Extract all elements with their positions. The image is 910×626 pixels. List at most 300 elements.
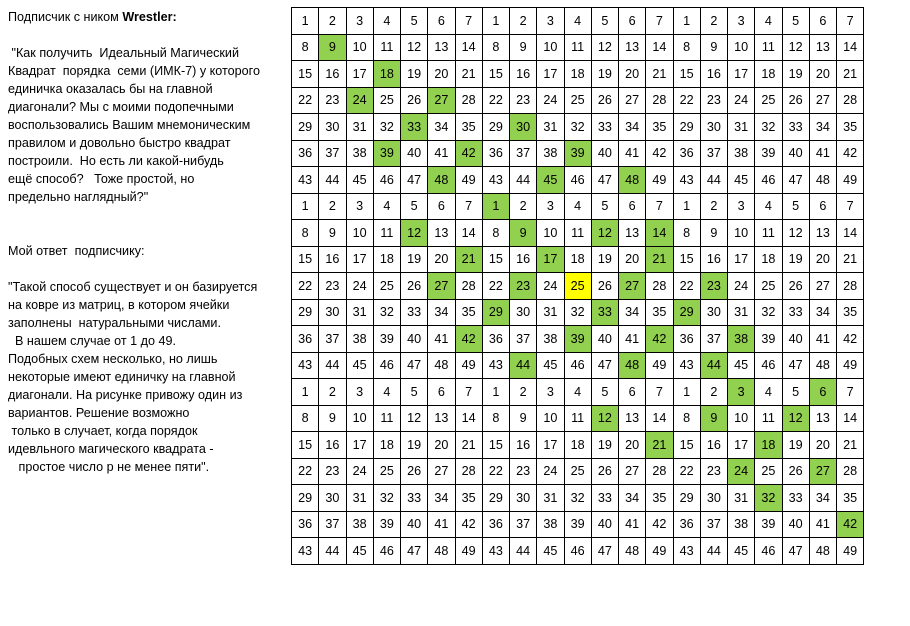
grid-cell: 34 [619, 485, 646, 512]
grid-cell: 43 [673, 538, 700, 565]
answer-line: "Такой способ существует и он базируется [8, 280, 258, 294]
grid-cell: 32 [373, 114, 400, 141]
grid-cell: 1 [482, 8, 509, 35]
grid-cell: 46 [755, 538, 782, 565]
grid-cell: 13 [428, 34, 455, 61]
grid-cell: 17 [537, 432, 564, 459]
grid-cell: 13 [619, 220, 646, 247]
answer-line: В нашем случае от 1 до 49. [8, 334, 176, 348]
grid-cell: 40 [401, 511, 428, 538]
grid-cell: 7 [837, 8, 864, 35]
grid-cell: 20 [809, 246, 836, 273]
grid-cell: 43 [673, 352, 700, 379]
grid-cell: 18 [755, 432, 782, 459]
grid-cell: 18 [373, 246, 400, 273]
grid-cell: 4 [373, 379, 400, 406]
grid-cell: 9 [319, 220, 346, 247]
grid-row [292, 511, 864, 538]
grid-cell: 30 [319, 299, 346, 326]
grid-cell: 40 [401, 326, 428, 353]
grid-cell: 8 [292, 220, 319, 247]
grid-cell: 26 [782, 87, 809, 114]
grid-cell: 20 [428, 61, 455, 88]
grid-cell: 25 [373, 458, 400, 485]
grid-cell: 37 [700, 326, 727, 353]
grid-cell: 18 [564, 432, 591, 459]
grid-cell: 32 [755, 485, 782, 512]
question-header [8, 8, 288, 26]
grid-cell: 36 [673, 140, 700, 167]
grid-cell: 41 [428, 140, 455, 167]
grid-cell: 21 [455, 61, 482, 88]
grid-cell: 33 [782, 114, 809, 141]
grid-cell: 46 [755, 352, 782, 379]
grid-cell: 1 [292, 379, 319, 406]
answer-heading: Мой ответ подписчику: [8, 244, 145, 258]
grid-cell: 4 [373, 193, 400, 220]
answer-line: вариантов. Решение возможно [8, 406, 190, 420]
grid-cell: 29 [292, 114, 319, 141]
grid-cell: 48 [619, 352, 646, 379]
grid-cell: 18 [755, 61, 782, 88]
grid-cell: 30 [510, 485, 537, 512]
grid-cell: 10 [728, 405, 755, 432]
grid-cell: 38 [728, 511, 755, 538]
grid-cell: 39 [373, 326, 400, 353]
grid-cell: 31 [728, 299, 755, 326]
grid-cell: 19 [782, 61, 809, 88]
grid-cell: 9 [700, 34, 727, 61]
grid-cell: 13 [809, 34, 836, 61]
grid-cell: 35 [837, 485, 864, 512]
grid-cell: 24 [728, 87, 755, 114]
grid-row [292, 352, 864, 379]
grid-cell: 40 [591, 511, 618, 538]
grid-cell: 6 [809, 8, 836, 35]
grid-cell: 34 [619, 114, 646, 141]
grid-cell: 3 [728, 379, 755, 406]
grid-cell: 20 [619, 61, 646, 88]
grid-cell: 37 [319, 326, 346, 353]
grid-cell: 2 [510, 379, 537, 406]
grid-cell: 18 [755, 246, 782, 273]
grid-row [292, 220, 864, 247]
grid-cell: 47 [591, 167, 618, 194]
grid-cell: 21 [646, 61, 673, 88]
grid-cell: 23 [700, 87, 727, 114]
grid-cell: 22 [292, 273, 319, 300]
grid-cell: 7 [646, 193, 673, 220]
grid-cell: 24 [537, 458, 564, 485]
grid-cell: 49 [837, 167, 864, 194]
grid-cell: 29 [673, 299, 700, 326]
grid-row [292, 458, 864, 485]
grid-cell: 43 [673, 167, 700, 194]
grid-cell: 40 [782, 140, 809, 167]
grid-cell: 11 [564, 405, 591, 432]
grid-cell: 39 [755, 326, 782, 353]
grid-cell: 8 [673, 34, 700, 61]
grid-cell: 34 [809, 485, 836, 512]
grid-cell: 22 [673, 87, 700, 114]
grid-cell: 31 [346, 299, 373, 326]
grid-cell: 8 [482, 220, 509, 247]
grid-cell: 40 [782, 326, 809, 353]
grid-cell: 29 [292, 485, 319, 512]
grid-cell: 36 [292, 326, 319, 353]
grid-row [292, 432, 864, 459]
grid-cell: 13 [809, 405, 836, 432]
grid-cell: 14 [646, 405, 673, 432]
question-line: "Как получить Идеальный Магический [8, 46, 239, 60]
grid-cell: 45 [728, 167, 755, 194]
grid-cell: 31 [728, 114, 755, 141]
grid-cell: 22 [482, 458, 509, 485]
grid-cell: 37 [700, 511, 727, 538]
grid-cell: 38 [537, 326, 564, 353]
grid-cell: 28 [646, 458, 673, 485]
grid-cell: 26 [591, 87, 618, 114]
grid-cell: 17 [728, 432, 755, 459]
grid-cell: 12 [782, 34, 809, 61]
grid-cell: 5 [591, 193, 618, 220]
grid-cell: 27 [619, 273, 646, 300]
grid-cell: 1 [673, 379, 700, 406]
grid-cell: 33 [782, 299, 809, 326]
grid-cell: 8 [482, 34, 509, 61]
grid-cell: 8 [673, 405, 700, 432]
grid-cell: 10 [346, 405, 373, 432]
grid-cell: 40 [591, 140, 618, 167]
grid-cell: 5 [591, 379, 618, 406]
grid-cell: 14 [455, 220, 482, 247]
grid-cell: 46 [564, 538, 591, 565]
grid-cell: 18 [564, 246, 591, 273]
grid-cell: 28 [646, 273, 673, 300]
grid-row [292, 193, 864, 220]
grid-row [292, 167, 864, 194]
grid-cell: 46 [755, 167, 782, 194]
question-prefix: Подписчик с ником [8, 10, 123, 24]
spacer [8, 260, 288, 278]
grid-cell: 35 [646, 485, 673, 512]
grid-cell: 17 [346, 246, 373, 273]
grid-cell: 41 [809, 140, 836, 167]
grid-cell: 37 [319, 140, 346, 167]
grid-cell: 24 [537, 273, 564, 300]
grid-cell: 49 [455, 352, 482, 379]
grid-cell: 6 [619, 379, 646, 406]
grid-cell: 13 [809, 220, 836, 247]
grid-cell: 47 [401, 167, 428, 194]
grid-cell: 10 [728, 220, 755, 247]
grid-cell: 36 [292, 140, 319, 167]
grid-row [292, 379, 864, 406]
grid-cell: 45 [346, 352, 373, 379]
grid-cell: 42 [837, 511, 864, 538]
grid-cell: 22 [482, 273, 509, 300]
grid-cell: 19 [591, 432, 618, 459]
grid-cell: 37 [319, 511, 346, 538]
grid-cell: 29 [673, 485, 700, 512]
grid-cell: 41 [428, 326, 455, 353]
grid-cell: 38 [537, 511, 564, 538]
grid-cell: 34 [619, 299, 646, 326]
grid-cell: 3 [728, 193, 755, 220]
grid-cell: 6 [809, 193, 836, 220]
grid-cell: 4 [755, 8, 782, 35]
grid-cell: 14 [837, 405, 864, 432]
grid-cell: 21 [455, 432, 482, 459]
grid-cell: 23 [319, 87, 346, 114]
grid-cell: 2 [700, 193, 727, 220]
grid-cell: 32 [564, 299, 591, 326]
grid-cell: 46 [373, 538, 400, 565]
answer-line: заполнены натуральными числами. [8, 316, 221, 330]
grid-cell: 32 [373, 485, 400, 512]
grid-cell: 49 [455, 167, 482, 194]
grid-cell: 33 [591, 114, 618, 141]
grid-cell: 13 [428, 405, 455, 432]
grid-cell: 24 [728, 273, 755, 300]
grid-cell: 15 [292, 61, 319, 88]
grid-cell: 7 [455, 379, 482, 406]
grid-cell: 48 [809, 167, 836, 194]
grid-cell: 24 [728, 458, 755, 485]
grid-cell: 16 [319, 246, 346, 273]
grid-cell: 19 [782, 432, 809, 459]
grid-cell: 3 [728, 8, 755, 35]
grid-cell: 39 [755, 140, 782, 167]
grid-cell: 44 [510, 167, 537, 194]
grid-cell: 42 [837, 326, 864, 353]
grid-cell: 5 [401, 379, 428, 406]
grid-cell: 47 [591, 352, 618, 379]
grid-cell: 27 [809, 273, 836, 300]
grid-cell: 32 [373, 299, 400, 326]
grid-cell: 2 [700, 8, 727, 35]
grid-cell: 23 [510, 273, 537, 300]
grid-cell: 47 [401, 538, 428, 565]
grid-cell: 15 [673, 246, 700, 273]
grid-cell: 20 [619, 432, 646, 459]
grid-cell: 11 [755, 34, 782, 61]
grid-row [292, 61, 864, 88]
grid-cell: 10 [346, 34, 373, 61]
grid-cell: 17 [346, 432, 373, 459]
grid-cell: 24 [346, 273, 373, 300]
grid-cell: 27 [428, 87, 455, 114]
grid-cell: 48 [428, 352, 455, 379]
grid-cell: 17 [728, 246, 755, 273]
grid-cell: 22 [292, 87, 319, 114]
grid-cell: 30 [510, 299, 537, 326]
grid-cell: 31 [537, 485, 564, 512]
grid-cell: 11 [564, 34, 591, 61]
answer-line: на ковре из матриц, в котором ячейки [8, 298, 230, 312]
grid-cell: 16 [510, 246, 537, 273]
grid-cell: 35 [646, 299, 673, 326]
grid-cell: 28 [837, 87, 864, 114]
grid-cell: 7 [455, 193, 482, 220]
grid-cell: 41 [619, 140, 646, 167]
grid-cell: 16 [510, 432, 537, 459]
grid-cell: 26 [401, 458, 428, 485]
grid-row [292, 114, 864, 141]
grid-cell: 3 [346, 379, 373, 406]
grid-cell: 35 [455, 114, 482, 141]
grid-cell: 40 [782, 511, 809, 538]
grid-cell: 5 [782, 193, 809, 220]
question-line: правилом и довольно быстро квадрат [8, 136, 231, 150]
grid-cell: 35 [455, 299, 482, 326]
grid-cell: 5 [401, 8, 428, 35]
grid-cell: 28 [455, 458, 482, 485]
grid-cell: 38 [728, 140, 755, 167]
grid-cell: 9 [319, 34, 346, 61]
grid-cell: 38 [346, 326, 373, 353]
grid-cell: 26 [782, 273, 809, 300]
grid-cell: 7 [646, 8, 673, 35]
grid-cell: 44 [700, 538, 727, 565]
grid-cell: 38 [346, 140, 373, 167]
grid-cell: 6 [428, 193, 455, 220]
grid-cell: 16 [700, 432, 727, 459]
grid-cell: 21 [837, 246, 864, 273]
grid-cell: 33 [401, 114, 428, 141]
grid-cell: 7 [837, 193, 864, 220]
grid-cell: 12 [782, 220, 809, 247]
grid-cell: 11 [373, 405, 400, 432]
grid-cell: 20 [809, 432, 836, 459]
question-text [8, 44, 288, 206]
grid-cell: 15 [292, 246, 319, 273]
grid-cell: 10 [537, 34, 564, 61]
answer-line: идевльного магического квадрата - [8, 442, 214, 456]
grid-cell: 23 [510, 458, 537, 485]
grid-cell: 25 [564, 273, 591, 300]
grid-cell: 16 [510, 61, 537, 88]
grid-cell: 1 [482, 379, 509, 406]
grid-cell: 23 [510, 87, 537, 114]
grid-cell: 4 [564, 8, 591, 35]
answer-line: Подобных схем несколько, но лишь [8, 352, 218, 366]
grid-cell: 47 [401, 352, 428, 379]
grid-cell: 41 [619, 511, 646, 538]
grid-cell: 13 [619, 34, 646, 61]
grid-cell: 39 [564, 326, 591, 353]
grid-cell: 43 [482, 167, 509, 194]
grid-cell: 18 [373, 432, 400, 459]
grid-cell: 48 [428, 167, 455, 194]
grid-cell: 28 [837, 273, 864, 300]
grid-cell: 29 [482, 299, 509, 326]
grid-cell: 35 [837, 299, 864, 326]
grid-cell: 7 [837, 379, 864, 406]
grid-cell: 33 [401, 485, 428, 512]
grid-cell: 9 [510, 34, 537, 61]
grid-cell: 33 [591, 299, 618, 326]
grid-cell: 19 [401, 432, 428, 459]
grid-cell: 34 [428, 114, 455, 141]
grid-cell: 22 [482, 87, 509, 114]
grid-cell: 33 [591, 485, 618, 512]
grid-cell: 49 [837, 538, 864, 565]
grid-cell: 16 [319, 61, 346, 88]
grid-cell: 28 [646, 87, 673, 114]
grid-cell: 40 [591, 326, 618, 353]
grid-cell: 26 [591, 273, 618, 300]
grid-cell: 45 [346, 167, 373, 194]
grid-cell: 5 [782, 8, 809, 35]
grid-cell: 12 [591, 405, 618, 432]
grid-cell: 28 [455, 87, 482, 114]
grid-cell: 19 [782, 246, 809, 273]
grid-cell: 44 [700, 167, 727, 194]
grid-cell: 9 [510, 405, 537, 432]
grid-cell: 31 [537, 114, 564, 141]
grid-cell: 39 [564, 511, 591, 538]
grid-cell: 14 [837, 220, 864, 247]
answer-text [8, 278, 288, 476]
grid-cell: 3 [537, 193, 564, 220]
grid-row [292, 87, 864, 114]
grid-cell: 25 [755, 458, 782, 485]
grid-cell: 36 [482, 140, 509, 167]
grid-cell: 42 [837, 140, 864, 167]
grid-cell: 20 [428, 432, 455, 459]
grid-cell: 25 [373, 273, 400, 300]
grid-cell: 14 [646, 220, 673, 247]
grid-cell: 6 [619, 193, 646, 220]
grid-cell: 22 [673, 458, 700, 485]
grid-cell: 30 [510, 114, 537, 141]
grid-cell: 47 [591, 538, 618, 565]
grid-row [292, 34, 864, 61]
grid-cell: 36 [482, 326, 509, 353]
grid-cell: 44 [510, 538, 537, 565]
grid-row [292, 485, 864, 512]
grid-cell: 36 [673, 326, 700, 353]
grid-cell: 11 [373, 220, 400, 247]
grid-cell: 3 [537, 379, 564, 406]
grid-cell: 39 [373, 140, 400, 167]
grid-cell: 32 [755, 299, 782, 326]
grid-cell: 7 [455, 8, 482, 35]
grid-row [292, 538, 864, 565]
grid-cell: 19 [401, 246, 428, 273]
grid-cell: 46 [564, 352, 591, 379]
grid-cell: 42 [455, 140, 482, 167]
grid-cell: 20 [619, 246, 646, 273]
grid-cell: 3 [537, 8, 564, 35]
grid-cell: 10 [537, 405, 564, 432]
grid-cell: 46 [564, 167, 591, 194]
grid-cell: 34 [428, 485, 455, 512]
grid-cell: 12 [401, 34, 428, 61]
grid-cell: 26 [401, 87, 428, 114]
grid-cell: 6 [428, 379, 455, 406]
grid-cell: 42 [646, 140, 673, 167]
grid-cell: 36 [673, 511, 700, 538]
grid-cell: 25 [564, 87, 591, 114]
grid-cell: 45 [537, 352, 564, 379]
grid-cell: 37 [700, 140, 727, 167]
spacer [8, 224, 288, 242]
grid-cell: 23 [319, 458, 346, 485]
grid-cell: 15 [673, 61, 700, 88]
grid-cell: 41 [809, 511, 836, 538]
